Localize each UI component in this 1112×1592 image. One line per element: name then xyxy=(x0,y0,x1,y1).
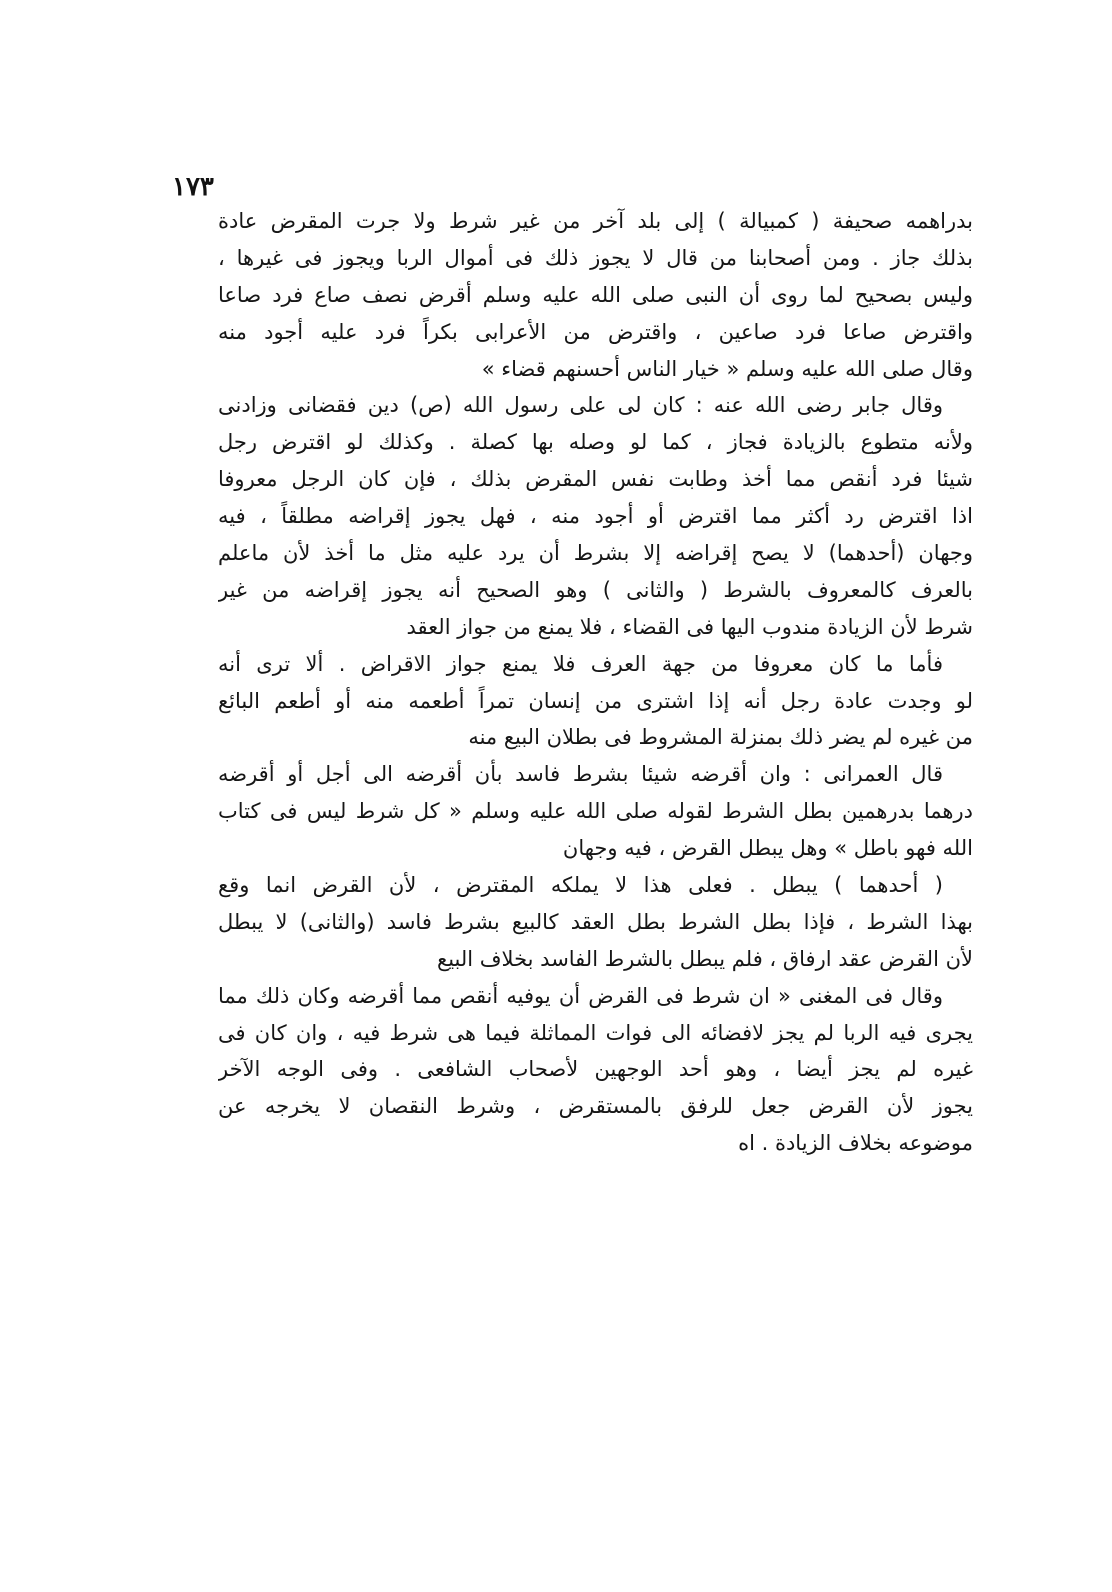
body-text xyxy=(218,203,973,1162)
text-line: شيئا فرد أنقص مما أخذ وطابت نفس المقرض بذلك ، فإن كان الرجل معروفا xyxy=(218,467,973,492)
text-line: بذلك جاز . ومن أصحابنا من قال لا يجوز ذلك فى أموال الربا ويجوز فى غيرها ، xyxy=(218,245,973,270)
text-line: وجهان (أحدهما) لا يصح إقراضه إلا بشرط أن يرد عليه مثل ما أخذ لأن ماعلم xyxy=(218,541,973,566)
text-line: ولأنه متطوع بالزيادة فجاز ، كما لو وصله بها كصلة . وكذلك لو اقترض رجل xyxy=(218,430,973,455)
text-line: بالعرف كالمعروف بالشرط ( والثانى ) وهو الصحيح أنه يجوز إقراضه من غير xyxy=(218,577,973,602)
text-line: قال العمرانى : وان أقرضه شيئا بشرط فاسد بأن أقرضه الى أجل أو أقرضه xyxy=(218,762,943,787)
text-line: لأن القرض عقد ارفاق ، فلم يبطل بالشرط الفاسد بخلاف البيع xyxy=(437,946,973,971)
page-number: ١٧٣ xyxy=(172,172,214,202)
text-line: فأما ما كان معروفا من جهة العرف فلا يمنع جواز الاقراض . ألا ترى أنه xyxy=(218,651,943,676)
text-line: اذا اقترض رد أكثر مما اقترض أو أجود منه ، فهل يجوز إقراضه مطلقاً ، فيه xyxy=(218,504,973,529)
text-line: درهما بدرهمين بطل الشرط لقوله صلى الله عليه وسلم « كل شرط ليس فى كتاب xyxy=(218,799,973,824)
text-line: يجرى فيه الربا لم يجز لافضائه الى فوات المماثلة فيما هى شرط فيه ، وان كان فى xyxy=(218,1020,973,1045)
text-line: بدراهمه صحيفة ( كمبيالة ) إلى بلد آخر من غير شرط ولا جرت المقرض عادة xyxy=(218,209,973,233)
text-line: واقترض صاعا فرد صاعين ، واقترض من الأعرابى بكراً فرد عليه أجود منه xyxy=(218,319,973,344)
text-line: ( أحدهما ) يبطل . فعلى هذا لا يملكه المقترض ، لأن القرض انما وقع xyxy=(218,873,943,898)
text-line: بهذا الشرط ، فإذا بطل الشرط بطل العقد كالبيع بشرط فاسد (والثانى) لا يبطل xyxy=(218,909,973,934)
text-line: شرط لأن الزيادة مندوب اليها فى القضاء ، فلا يمنع من جواز العقد xyxy=(406,614,973,639)
text-line: غيره لم يجز أيضا ، وهو أحد الوجهين لأصحاب الشافعى . وفى الوجه الآخر xyxy=(218,1057,973,1082)
text-line: الله فهو باطل » وهل يبطل القرض ، فيه وجهان xyxy=(562,836,973,861)
text-line: موضوعه بخلاف الزيادة . اه xyxy=(738,1131,973,1156)
text-line: لو وجدت عادة رجل أنه إذا اشترى من إنسان تمراً أطعمه منه أو أطعم البائع xyxy=(218,688,973,713)
text-line: وقال جابر رضى الله عنه : كان لى على رسول الله (ص) دين فقضانى وزادنى xyxy=(218,393,943,418)
text-line: يجوز لأن القرض جعل للرفق بالمستقرض ، وشرط النقصان لا يخرجه عن xyxy=(218,1094,973,1119)
text-line: من غيره لم يضر ذلك بمنزلة المشروط فى بطلان البيع منه xyxy=(468,725,973,750)
text-line: وقال صلى الله عليه وسلم « خيار الناس أحسنهم قضاء » xyxy=(481,356,973,381)
text-line: وقال فى المغنى « ان شرط فى القرض أن يوفيه أنقص مما أقرضه وكان ذلك مما xyxy=(218,983,943,1008)
text-line: وليس بصحيح لما روى أن النبى صلى الله عليه وسلم أقرض نصف صاع فرد صاعا xyxy=(218,282,973,307)
